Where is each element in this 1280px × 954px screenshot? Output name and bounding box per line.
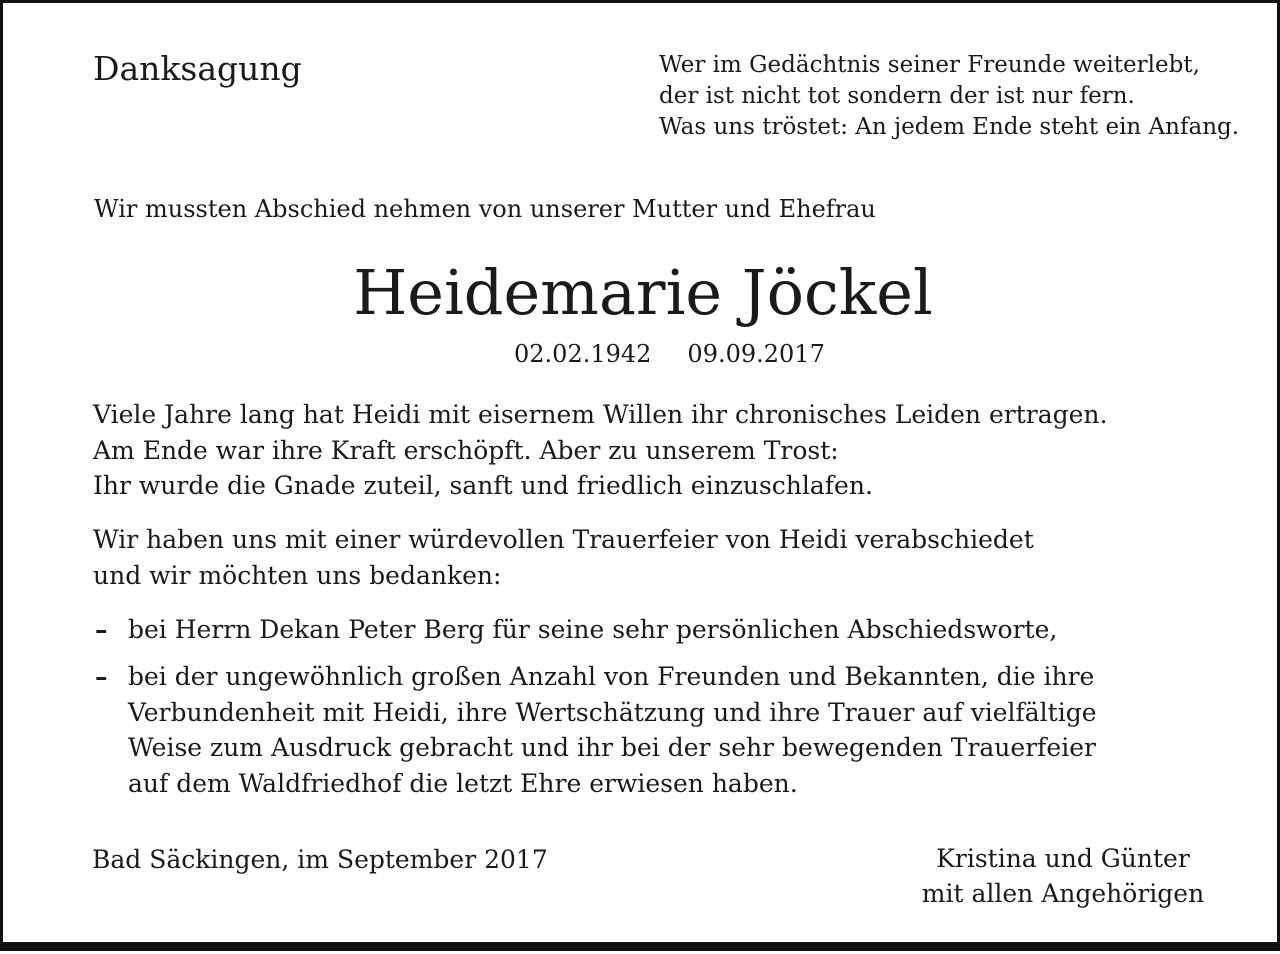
dash-bullet: – <box>95 615 108 644</box>
quote-line: Wer im Gedächtnis seiner Freunde weiterlebt, <box>659 52 1200 78</box>
thanks-item-text <box>128 612 1057 648</box>
notice-heading: Danksagung <box>93 49 302 88</box>
thanks-item-line: bei der ungewöhnlich großen Anzahl von Freunden und Bekannten, die ihre <box>128 662 1095 691</box>
paragraph-thanks-intro <box>93 522 1034 593</box>
paragraph-line: Viele Jahre lang hat Heidi mit eisernem Willen ihr chronisches Leiden ertragen. <box>93 400 1108 429</box>
thanks-item-line: Verbundenheit mit Heidi, ihre Wertschätzung und ihre Trauer auf vielfältige <box>128 697 1097 727</box>
paragraph-line: Am Ende war ihre Kraft erschöpft. Aber zu unserem Trost: <box>93 435 839 465</box>
signature-block <box>883 841 1243 911</box>
paragraph-line: Wir haben uns mit einer würdevollen Trauerfeier von Heidi verabschiedet <box>93 525 1034 554</box>
thanks-item-text <box>128 659 1097 801</box>
life-dates <box>514 338 825 370</box>
paragraph-line: Ihr wurde die Gnade zuteil, sanft und friedlich einzuschlafen. <box>93 471 873 500</box>
signature-line: mit allen Angehörigen <box>921 879 1205 908</box>
thanks-item-line: bei Herrn Dekan Peter Berg für seine sehr persönlichen Abschiedsworte, <box>128 615 1058 644</box>
birth-date: 02.02.1942 <box>514 340 652 368</box>
memorial-quote <box>659 50 1239 143</box>
place-date: Bad Säckingen, im September 2017 <box>92 845 548 874</box>
intro-line: Wir mussten Abschied nehmen von unserer Mutter und Ehefrau <box>94 195 876 223</box>
paragraph-illness <box>93 397 1107 504</box>
signature-line: Kristina und Günter <box>936 844 1190 873</box>
quote-line: Was uns tröstet: An jedem Ende steht ein Anfang. <box>659 114 1240 140</box>
quote-line: der ist nicht tot sondern der ist nur fern. <box>659 83 1135 109</box>
deceased-name: Heidemarie Jöckel <box>353 256 933 329</box>
death-date: 09.09.2017 <box>687 340 825 368</box>
thanks-item-line: auf dem Waldfriedhof die letzt Ehre erwiesen haben. <box>128 768 798 798</box>
dash-bullet: – <box>95 662 108 691</box>
thanks-item-line: Weise zum Ausdruck gebracht und ihr bei der sehr bewegenden Trauerfeier <box>128 733 1096 762</box>
paragraph-line: und wir möchten uns bedanken: <box>93 560 502 590</box>
